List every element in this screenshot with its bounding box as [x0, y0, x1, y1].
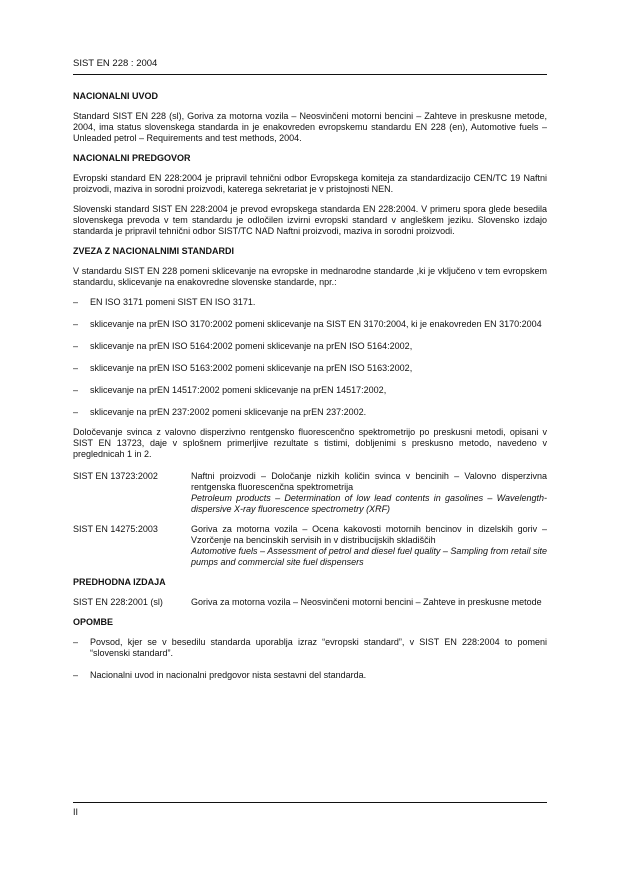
- running-header: SIST EN 228 : 2004: [73, 58, 158, 69]
- list-item: – sklicevanje na prEN 14517:2002 pomeni sklicevanje na prEN 14517:2002,: [73, 385, 387, 395]
- section-heading: NACIONALNI UVOD: [73, 91, 158, 101]
- list-item: – sklicevanje na prEN ISO 3170:2002 pomeni sklicevanje na SIST EN 3170:2004, ki je enakovreden EN 3170:2004: [73, 319, 542, 329]
- list-item: – Nacionalni uvod in nacionalni predgovor nista sestavni del standarda.: [73, 670, 367, 680]
- paragraph: Standard SIST EN 228 (sl), Goriva za motorna vozila – Neosvinčeni motorni bencini – Zahteve in preskusne metode, 2004, ima status slovenskega standarda in je enakovreden evropskemu standardu EN 228 (en), Automotive fuels – Unleaded petrol – Requirements and test methods, 2004.: [73, 111, 547, 143]
- reference-title-en: Petroleum products – Determination of low lead contents in gasolines – Wavelength-dispersive X-ray fluorescence spectrometry (XRF): [191, 493, 547, 514]
- reference-list: [73, 297, 547, 418]
- header-rule: [73, 74, 547, 75]
- section-heading: NACIONALNI PREDGOVOR: [73, 153, 191, 163]
- paragraph: Slovenski standard SIST EN 228:2004 je prevod evropskega standarda EN 228:2004. V primeru spora glede besedila slovenskega prevoda v tem standardu je odločilen izvirni evropski standard v angleškem jeziku. Slovensko izdajo standarda je pripravil tehnični odbor SIST/TC NAD Naftni proizvodi, maziva in sorodni proizvodi.: [73, 204, 547, 236]
- reference-entry: [73, 471, 547, 515]
- list-item: – sklicevanje na prEN ISO 5164:2002 pomeni sklicevanje na prEN ISO 5164:2002,: [73, 341, 413, 351]
- section-opombe: [73, 617, 547, 681]
- reference-entry: [73, 524, 547, 568]
- dash-bullet: –: [73, 297, 79, 307]
- reference-entry: [73, 597, 547, 608]
- section-predhodna-izdaja: [73, 577, 547, 608]
- section-heading: ZVEZA Z NACIONALNIMI STANDARDI: [73, 246, 234, 256]
- reference-code: SIST EN 14275:2003: [73, 524, 158, 534]
- section-nacionalni-uvod: [73, 91, 547, 144]
- section-nacionalni-predgovor: [73, 153, 547, 237]
- reference-code: SIST EN 13723:2002: [73, 471, 158, 481]
- dash-bullet: –: [73, 407, 79, 417]
- document-content: [73, 91, 547, 692]
- list-item: – sklicevanje na prEN 237:2002 pomeni sklicevanje na prEN 237:2002.: [73, 407, 367, 417]
- dash-bullet: –: [73, 319, 79, 329]
- dash-bullet: –: [73, 637, 79, 647]
- section-heading: PREDHODNA IZDAJA: [73, 577, 166, 587]
- footer-rule: [73, 802, 547, 803]
- reference-description: Goriva za motorna vozila – Neosvinčeni motorni bencini – Zahteve in preskusne metode: [191, 597, 542, 607]
- reference-description: [191, 524, 547, 568]
- reference-title-sl: Naftni proizvodi – Določanje nizkih količin svinca v bencinih – Valovno disperzivna rentgenska fluorescenčna spektrometrija: [191, 471, 547, 492]
- section-heading: OPOMBE: [73, 617, 114, 627]
- notes-list: [73, 637, 547, 681]
- dash-bullet: –: [73, 363, 79, 373]
- page-number: II: [73, 807, 79, 817]
- reference-description: [191, 471, 547, 515]
- reference-code: SIST EN 228:2001 (sl): [73, 597, 163, 607]
- dash-bullet: –: [73, 341, 79, 351]
- reference-title-sl: Goriva za motorna vozila – Ocena kakovosti motornih bencinov in dizelskih goriv – Vzorčenje na bencinskih servisih in v distribucijskih skladiščih: [191, 524, 547, 545]
- section-zveza-z-nacionalnimi-standardi: [73, 246, 547, 568]
- paragraph: Evropski standard EN 228:2004 je pripravil tehnični odbor Evropskega komiteja za standardizacijo CEN/TC 19 Naftni proizvodi, maziva in sorodni proizvodi, katerega sekretariat je v pristojnosti NEN.: [73, 173, 547, 194]
- reference-title-en: Automotive fuels – Assessment of petrol and diesel fuel quality – Sampling from retail site pumps and commercial site fuel dispensers: [191, 546, 547, 567]
- dash-bullet: –: [73, 385, 79, 395]
- dash-bullet: –: [73, 670, 79, 680]
- paragraph: V standardu SIST EN 228 pomeni sklicevanje na evropske in mednarodne standarde ,ki je vključeno v tem evropskem standardu, sklicevanje na enakovredne slovenske standarde, npr.:: [73, 266, 547, 287]
- list-item: – Povsod, kjer se v besedilu standarda uporablja izraz “evropski standard”, v SIST EN 228:2004 to pomeni “slovenski standard”.: [73, 637, 547, 658]
- list-item: – sklicevanje na prEN ISO 5163:2002 pomeni sklicevanje na prEN ISO 5163:2002,: [73, 363, 413, 373]
- list-item: – EN ISO 3171 pomeni SIST EN ISO 3171.: [73, 297, 256, 307]
- paragraph: Določevanje svinca z valovno disperzivno rentgensko fluorescenčno spektrometrijo po preskusni metodi, opisani v SIST EN 13723, daje v splošnem primerljive rezultate s tistimi, dobljenimi s preskusno metodo, navedeno v preglednicah 1 in 2.: [73, 427, 547, 459]
